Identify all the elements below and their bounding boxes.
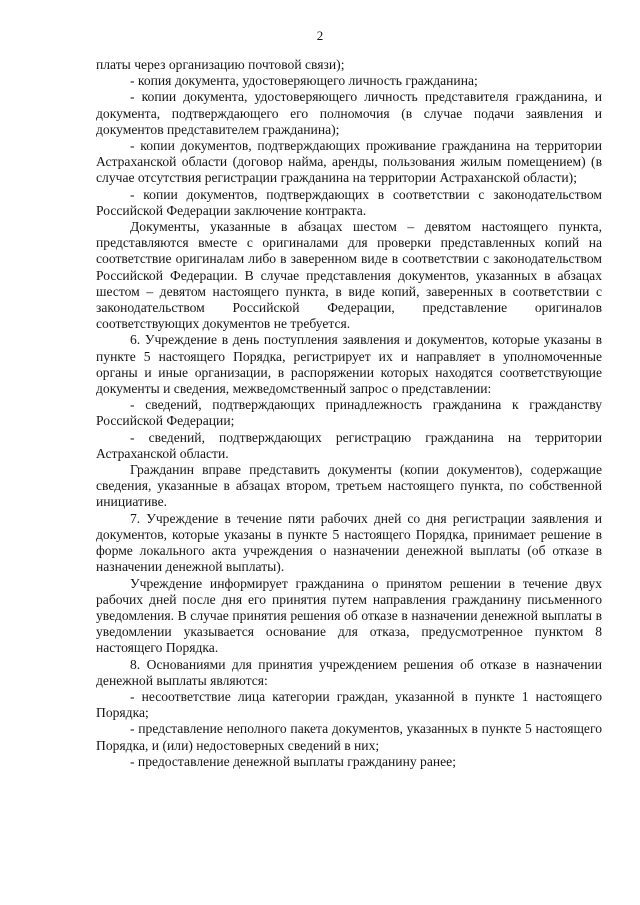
document-body [96, 57, 602, 770]
paragraph-item-7: 7. Учреждение в течение пяти рабочих дней со дня регистрации заявления и документов, которые указаны в пункте 5 настоящего Порядка, принимает решение в форме локального акта учреждения о назначении денежной выплаты (об отказе в назначении денежной выплаты). [96, 510, 602, 575]
list-item-category-mismatch: - несоответствие лица категории граждан, указанной в пункте 1 настоящего Порядка; [96, 688, 602, 721]
list-item-residence-docs: - копии документов, подтверждающих проживание гражданина на территории Астраханской области (договор найма, аренды, пользования жилым помещением) (в случае отсутствия регистрации гражданина на территории Астраханской области); [96, 138, 602, 186]
paragraph-originals: Документы, указанные в абзацах шестом – девятом настоящего пункта, представляются вместе с оригиналами для проверки представленных копий на соответствие оригиналам либо в заверенном виде в соответствии с законодательством Российской Федерации. В случае представления документов, указанных в абзацах шестом – девятом настоящего пункта, в виде копий, заверенных в соответствии с законодательством Российской Федерации, представление оригиналов соответствующих документов не требуется. [96, 219, 602, 332]
list-item-incomplete-docs: - представление неполного пакета документов, указанных в пункте 5 настоящего Порядка, и (или) недостоверных сведений в них; [96, 721, 602, 753]
paragraph-item-6: 6. Учреждение в день поступления заявления и документов, которые указаны в пункте 5 настоящего Порядка, регистрирует их и направляет в уполномоченные органы и иные организации, в распоряжении которых находятся соответствующие документы и сведения, межведомственный запрос о представлении: [96, 332, 602, 397]
list-item-representative-docs: - копии документа, удостоверяющего личность представителя гражданина, и документа, подтверждающего его полномочия (в случае подачи заявления и документов представителем гражданина); [96, 89, 602, 137]
paragraph-item-8: 8. Основаниями для принятия учреждением решения об отказе в назначении денежной выплаты являются: [96, 656, 602, 688]
list-item-registration-info: - сведений, подтверждающих регистрацию гражданина на территории Астраханской области. [96, 429, 602, 461]
list-item-previous-payment: - предоставление денежной выплаты гражданину ранее; [130, 753, 456, 769]
paragraph-notification: Учреждение информирует гражданина о принятом решении в течение двух рабочих дней после дня его принятия путем направления гражданину письменного уведомления. В случае принятия решения об отказе в назначении денежной выплаты в уведомлении указывается основание для отказа, предусмотренное пунктом 8 настоящего Порядка. [96, 575, 602, 656]
paragraph-continuation: платы через организацию почтовой связи); [96, 57, 345, 72]
page-number: 2 [316, 28, 324, 43]
list-item-identity-copy: - копия документа, удостоверяющего личность гражданина; [130, 73, 478, 89]
list-item-contract-docs: - копии документов, подтверждающих в соответствии с законодательством Российской Федерации заключение контракта. [96, 186, 602, 218]
list-item-citizenship-info: - сведений, подтверждающих принадлежность гражданина к гражданству Российской Федерации; [96, 397, 602, 429]
paragraph-own-initiative: Гражданин вправе представить документы (копии документов), содержащие сведения, указанные в абзацах втором, третьем настоящего пункта, по собственной инициативе. [96, 462, 602, 510]
